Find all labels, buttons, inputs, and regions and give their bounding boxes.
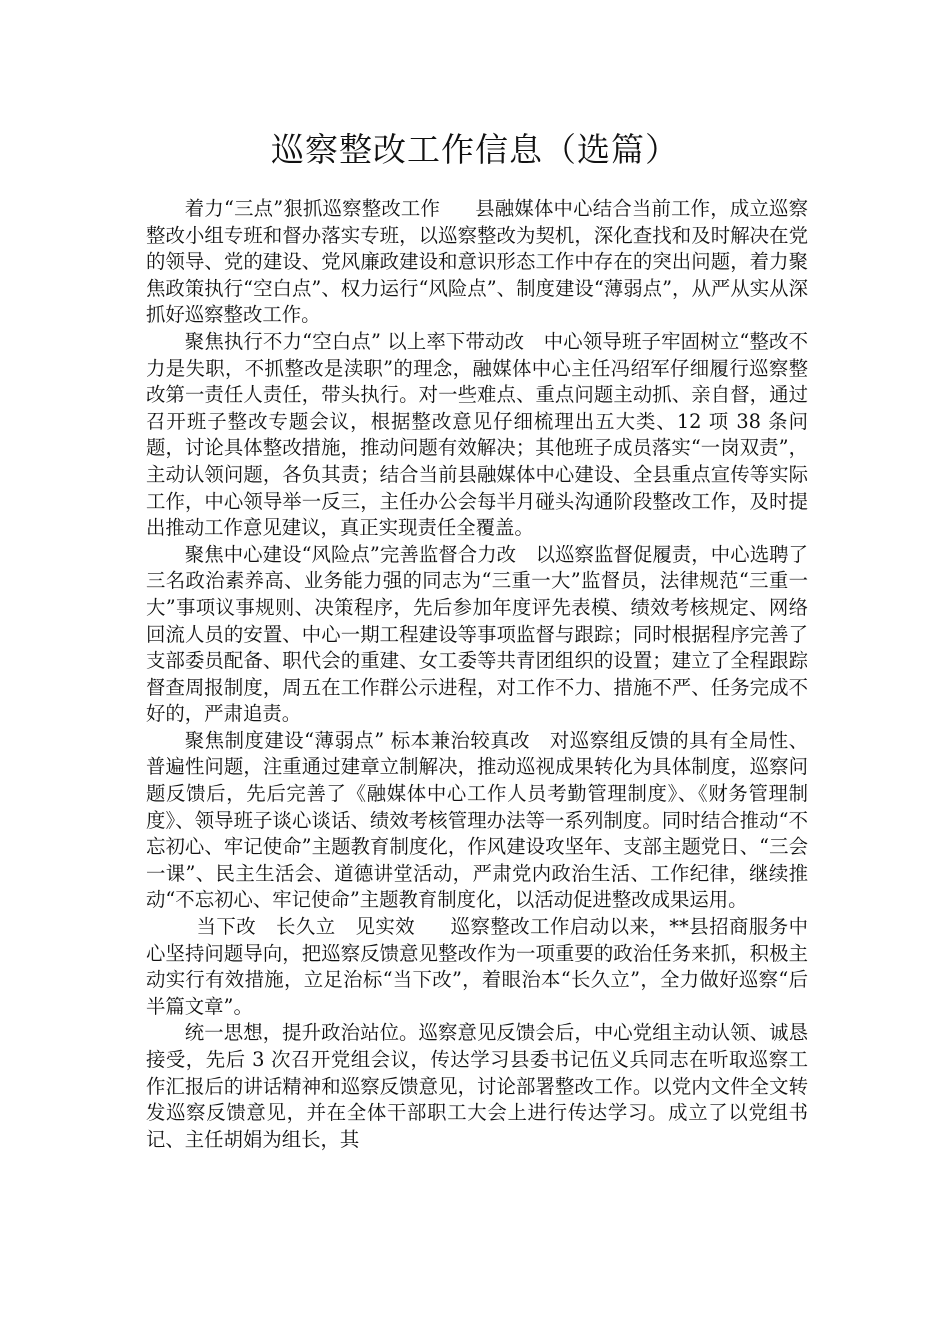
paragraph-heading: 聚焦执行不力“空白点” 以上率下带动改 (184, 329, 525, 353)
paragraph-text: 对巡察组反馈的具有全局性、普遍性问题，注重通过建章立制解决，推动巡视成果转化为具体制度，巡察问题反馈后，先后完善了《融媒体中心工作人员考勤管理制度》、《财务管理制度》、领导班子谈心谈话、绩效考核管理办法等一系列制度。同时结合推动“不忘初心、牢记使命”主题教育制度化，作风建设攻坚年、支部主题党日、“三会一课”、民主生活会、道德讲堂活动，严肃党内政治生活、工作纪律，继续推动“不忘初心、牢记使命”主题教育制度化，以活动促进整改成果运用。 (146, 728, 808, 912)
paragraph-heading: 统一思想，提升政治站位。 (184, 1021, 419, 1045)
document-body (146, 196, 808, 1153)
paragraph-2 (146, 329, 808, 542)
paragraph-text: 巡察整改工作启动以来，**县招商服务中心坚持问题导向，把巡察反馈意见整改作为一项重要的政治任务来抓，积极主动实行有效措施，立足治标“当下改”，着眼治本“长久立”，全力做好巡察“后半篇文章”。 (146, 915, 809, 1018)
paragraph-3 (146, 542, 808, 728)
page-title: 巡察整改工作信息（选篇） (271, 130, 679, 169)
paragraph-6 (146, 1020, 808, 1153)
paragraph-heading: 着力“三点”狠抓巡察整改工作 (184, 197, 441, 220)
paragraph-text: 巡察意见反馈会后，中心党组主动认领、诚恳接受，先后 3 次召开党组会议，传达学习县委书记伍义兵同志在听取巡察工作汇报后的讲话精神和巡察反馈意见，讨论部署整改工作。以党内文件全文转发巡察反馈意见，并在全体干部职工大会上进行传达学习。成立了以党组书记、主任胡娟为组长，其 (146, 1021, 808, 1151)
paragraph-1 (146, 196, 808, 329)
paragraph-heading: 聚焦制度建设“薄弱点” 标本兼治较真改 (184, 728, 531, 752)
paragraph-text: 中心领导班子牢固树立“整改不力是失职，不抓整改是渎职”的理念，融媒体中心主任冯绍军仔细履行巡察整改第一责任人责任，带头执行。对一些难点、重点问题主动抓、亲自督，通过召开班子整改专题会议，根据整改意见仔细梳理出五大类、12 项 38 条问题，讨论具体整改措施，推动问题有效解决；其他班子成员落实“一岗双责”，主动认领问题，各负其责；结合当前县融媒体中心建设、全县重点宣传等实际工作，中心领导举一反三，主任办公会每半月碰头沟通阶段整改工作，及时提出推动工作意见建议，真正实现责任全覆盖。 (146, 329, 808, 540)
paragraph-heading: 聚焦中心建设“风险点”完善监督合力改 (184, 542, 517, 566)
paragraph-4 (146, 728, 808, 914)
paragraph-text: 以巡察监督促履责，中心选聘了三名政治素养高、业务能力强的同志为“三重一大”监督员，法律规范“三重一大”事项议事规则、决策程序，先后参加年度评先表模、绩效考核规定、网络回流人员的安置、中心一期工程建设等事项监督与跟踪；同时根据程序完善了支部委员配备、职代会的重建、女工委等共青团组织的设置；建立了全程跟踪督查周报制度，周五在工作群公示进程，对工作不力、措施不严、任务完成不好的，严肃追责。 (146, 542, 809, 726)
paragraph-text: 县融媒体中心结合当前工作，成立巡察整改小组专班和督办落实专班，以巡察整改为契机，深化查找和及时解决在党的领导、党的建设、党风廉政建设和意识形态工作中存在的突出问题，着力聚焦政策执行“空白点”、权力运行“风险点”、制度建设“薄弱点”，从严从实从深抓好巡察整改工作。 (146, 197, 809, 327)
paragraph-heading: 当下改 长久立 见实效 (196, 915, 416, 939)
paragraph-5 (146, 914, 808, 1020)
